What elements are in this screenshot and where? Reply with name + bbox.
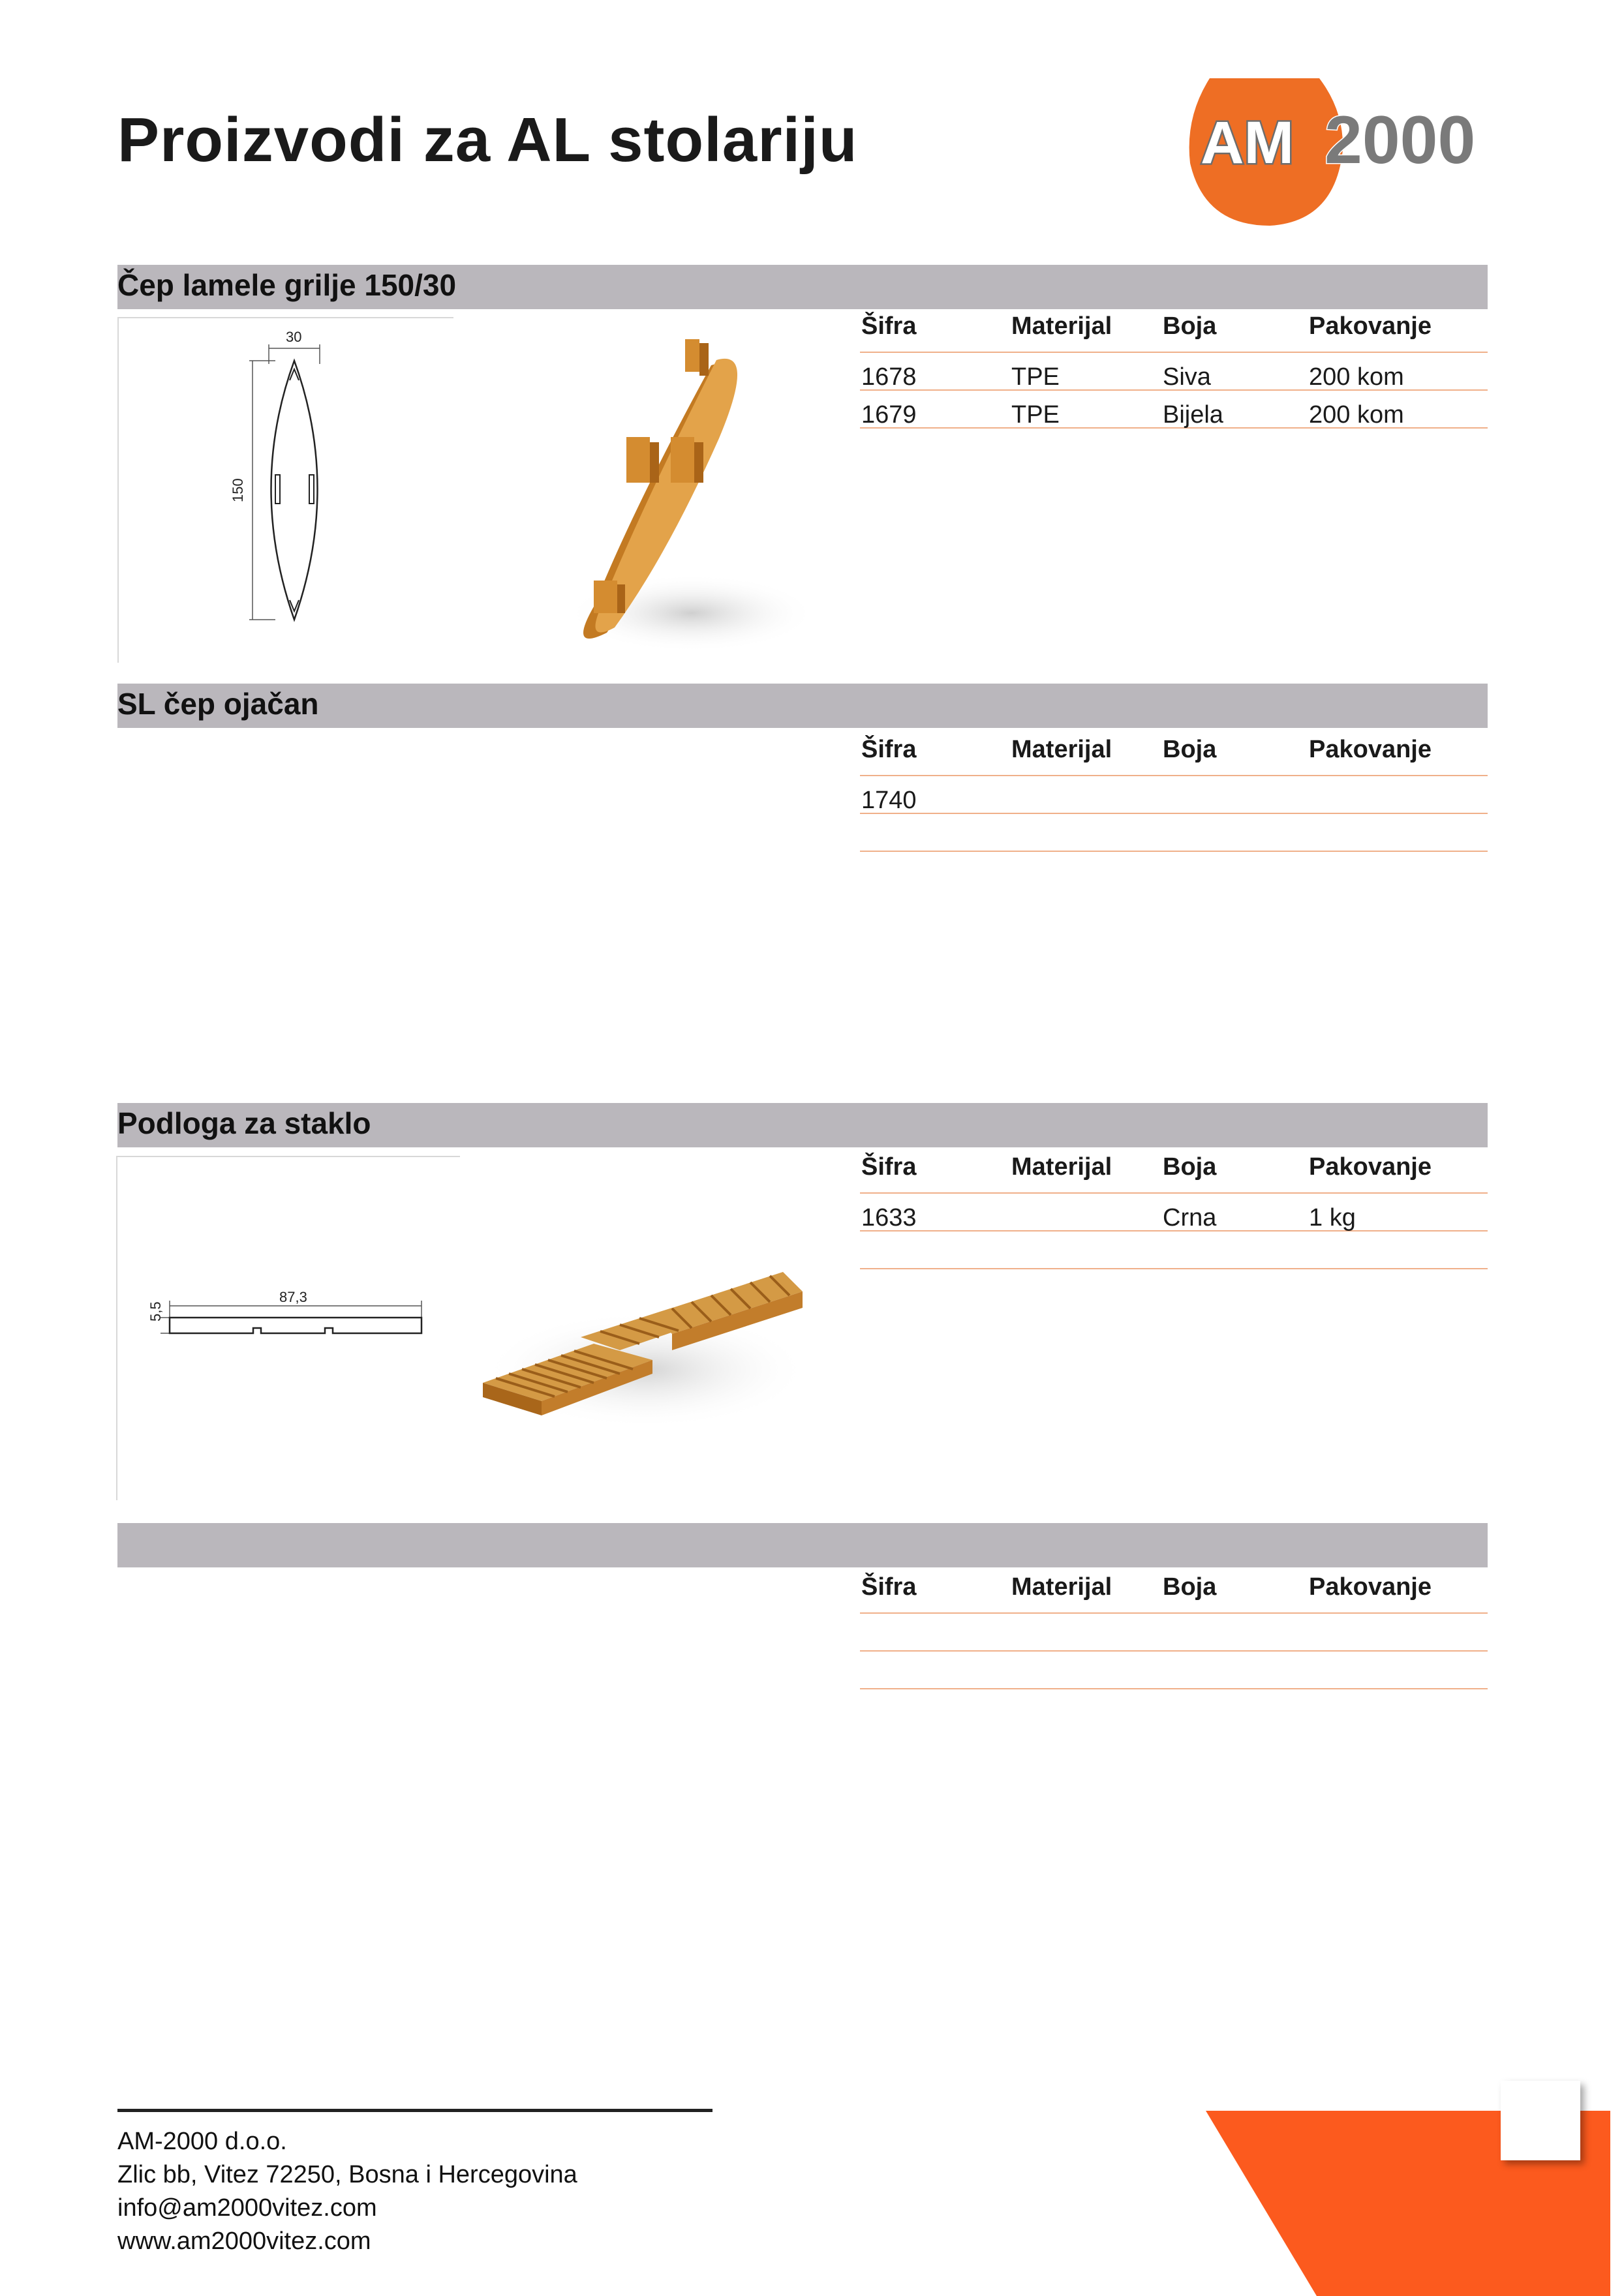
table-row — [860, 353, 1488, 391]
section-title: SL čep ojačan — [117, 687, 319, 721]
cell-material: TPE — [1011, 401, 1060, 429]
cell-packaging: 200 kom — [1309, 363, 1404, 391]
spec-table — [860, 1563, 1488, 1689]
column-header-material: Materijal — [1011, 736, 1112, 763]
product-render-end-cap — [555, 326, 829, 665]
product-render-glass-spacer — [476, 1246, 816, 1442]
table-row — [860, 814, 1488, 852]
table-row — [860, 391, 1488, 429]
spec-table-header — [860, 725, 1488, 776]
cell-material: TPE — [1011, 363, 1060, 391]
footer-website[interactable]: www.am2000vitez.com — [117, 2228, 371, 2255]
table-row — [860, 1652, 1488, 1689]
section-bar — [117, 684, 1488, 728]
table-row — [860, 1231, 1488, 1269]
column-header-color: Boja — [1163, 1153, 1217, 1181]
column-header-material: Materijal — [1011, 1153, 1112, 1181]
column-header-material: Materijal — [1011, 312, 1112, 340]
footer-divider — [117, 2109, 712, 2112]
dim-width-label: 87,3 — [279, 1289, 307, 1305]
spec-table-header — [860, 302, 1488, 353]
logo-mark: AM — [1201, 110, 1295, 176]
table-row — [860, 776, 1488, 814]
spec-table-header — [860, 1563, 1488, 1614]
column-header-packaging: Pakovanje — [1309, 312, 1432, 340]
am2000-logo — [1181, 65, 1533, 235]
table-row — [860, 1614, 1488, 1652]
spec-table-header — [860, 1143, 1488, 1194]
page-title: Proizvodi za AL stolariju — [117, 105, 858, 175]
section-bar — [117, 1523, 1488, 1567]
section-title: Čep lamele grilje 150/30 — [117, 268, 457, 302]
column-header-color: Boja — [1163, 736, 1217, 763]
cell-code: 1678 — [861, 363, 917, 391]
section-title: Podloga za staklo — [117, 1106, 371, 1140]
column-header-packaging: Pakovanje — [1309, 1153, 1432, 1181]
cell-color: Bijela — [1163, 401, 1223, 429]
column-header-code: Šifra — [861, 312, 917, 340]
cell-color: Crna — [1163, 1204, 1217, 1231]
cell-code: 1679 — [861, 401, 917, 429]
cell-color: Siva — [1163, 363, 1211, 391]
column-header-packaging: Pakovanje — [1309, 736, 1432, 763]
dim-height-label: 5,5 — [147, 1301, 164, 1322]
spec-table — [860, 302, 1488, 429]
cell-code: 1633 — [861, 1204, 917, 1231]
table-row — [860, 1194, 1488, 1231]
column-header-material: Materijal — [1011, 1573, 1112, 1601]
logo-number: 2000 — [1325, 102, 1476, 178]
column-header-code: Šifra — [861, 1573, 917, 1601]
dim-height-label: 150 — [230, 478, 246, 502]
footer-white-square — [1501, 2081, 1580, 2160]
footer-address: Zlic bb, Vitez 72250, Bosna i Hercegovina — [117, 2161, 577, 2188]
column-header-code: Šifra — [861, 1153, 917, 1181]
spec-table — [860, 725, 1488, 852]
technical-drawing — [116, 1156, 460, 1500]
column-header-packaging: Pakovanje — [1309, 1573, 1432, 1601]
footer-email[interactable]: info@am2000vitez.com — [117, 2194, 377, 2222]
cell-packaging: 1 kg — [1309, 1204, 1356, 1231]
cell-packaging: 200 kom — [1309, 401, 1404, 429]
footer-company: AM-2000 d.o.o. — [117, 2128, 287, 2155]
footer-contact — [117, 2125, 577, 2258]
dim-width-label: 30 — [286, 329, 302, 345]
cell-code: 1740 — [861, 787, 917, 814]
section-bar — [117, 1103, 1488, 1147]
column-header-color: Boja — [1163, 1573, 1217, 1601]
spec-table — [860, 1143, 1488, 1269]
technical-drawing — [117, 317, 453, 663]
column-header-code: Šifra — [861, 736, 917, 763]
column-header-color: Boja — [1163, 312, 1217, 340]
